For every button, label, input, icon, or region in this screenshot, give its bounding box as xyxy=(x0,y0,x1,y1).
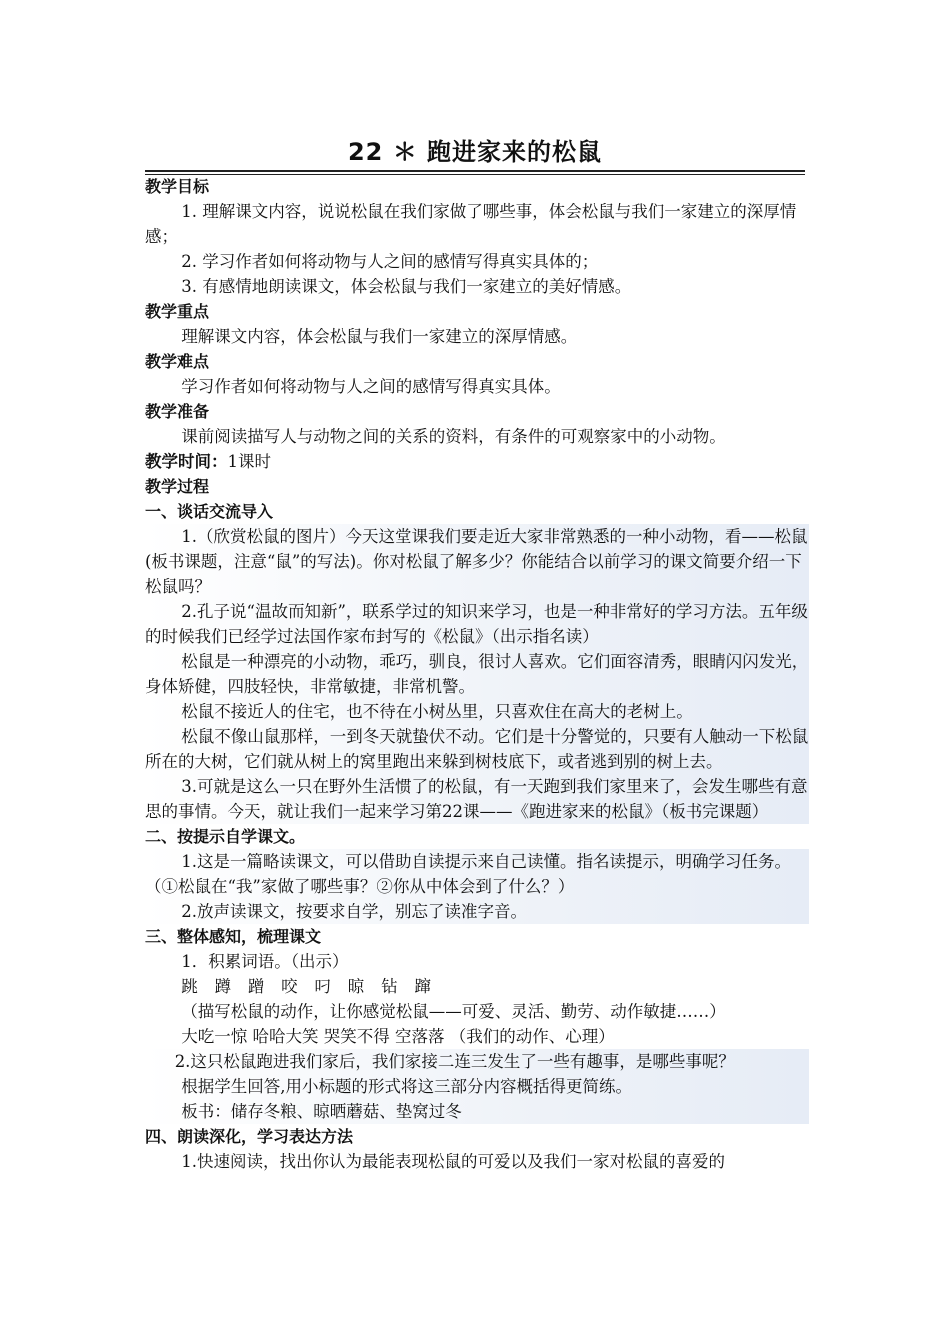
section-paragraph: 1.这是一篇略读课文，可以借助自读提示来自己读懂。指名读提示，明确学习任务。（①松鼠在“我”家做了哪些事？②你从中体会到了什么？） xyxy=(145,849,809,899)
section-heading: 二、按提示自学课文。 xyxy=(145,827,306,846)
vocabulary-verbs: 跳 蹲 蹭 咬 叼 晾 钻 蹿 xyxy=(181,977,437,996)
process-heading: 教学过程 xyxy=(145,477,210,496)
objectives-heading: 教学目标 xyxy=(145,177,210,196)
objective-item: 1. 理解课文内容，说说松鼠在我们家做了哪些事，体会松鼠与我们一家建立的深厚情感； xyxy=(145,202,797,246)
section-paragraph: 2.放声读课文，按要求自学，别忘了读准字音。 xyxy=(145,899,809,924)
section-line: 1.快速阅读，找出你认为最能表现松鼠的可爱以及我们一家对松鼠的喜爱的 xyxy=(181,1152,726,1171)
lesson-plan-body xyxy=(145,174,809,1174)
section-line: 根据学生回答,用小标题的形式将这三部分内容概括得更简练。 xyxy=(145,1074,809,1099)
difficulties-text: 学习作者如何将动物与人之间的感情写得真实具体。 xyxy=(181,377,561,396)
objective-item: 2. 学习作者如何将动物与人之间的感情写得真实具体的； xyxy=(181,252,599,271)
key-points-text: 理解课文内容，体会松鼠与我们一家建立的深厚情感。 xyxy=(181,327,578,346)
title-divider xyxy=(145,170,805,172)
section-heading: 四、朗读深化，学习表达方法 xyxy=(145,1127,354,1146)
section-paragraph: 松鼠不像山鼠那样，一到冬天就蛰伏不动。它们是十分警觉的，只要有人触动一下松鼠所在的大树，它们就从树上的窝里跑出来躲到树枝底下，或者逃到别的树上去。 xyxy=(145,724,809,774)
section-line: （描写松鼠的动作，让你感觉松鼠——可爱、灵活、勤劳、动作敏捷……） xyxy=(181,1002,726,1021)
key-points-heading: 教学重点 xyxy=(145,302,210,321)
section-heading: 三、整体感知，梳理课文 xyxy=(145,927,322,946)
section-paragraph: 3.可就是这么一只在野外生活惯了的松鼠，有一天跑到我们家里来了，会发生哪些有意思的事情。今天，就让我们一起来学习第22课——《跑进家来的松鼠》（板书完课题） xyxy=(145,774,809,824)
section-paragraph: 2.孔子说“温故而知新”，联系学过的知识来学习，也是一种非常好的学习方法。五年级的时候我们已经学过法国作家布封写的《松鼠》（出示指名读） xyxy=(145,599,809,649)
preparation-text: 课前阅读描写人与动物之间的关系的资料，有条件的可观察家中的小动物。 xyxy=(181,427,726,446)
section-heading: 一、谈话交流导入 xyxy=(145,502,274,521)
page-title: 22 ＊ 跑进家来的松鼠 xyxy=(347,138,603,166)
section-line: 2.这只松鼠跑进我们家后，我们家接二连三发生了一些有趣事，是哪些事呢？ xyxy=(145,1049,809,1074)
vocabulary-idioms: 大吃一惊 哈哈大笑 哭笑不得 空落落 （我们的动作、心理） xyxy=(181,1027,615,1046)
section-line: 1．积累词语。（出示） xyxy=(181,952,349,971)
objective-item: 3. 有感情地朗读课文，体会松鼠与我们一家建立的美好情感。 xyxy=(181,277,632,296)
board-notes: 板书：储存冬粮、晾晒蘑菇、垫窝过冬 xyxy=(145,1099,809,1124)
preparation-heading: 教学准备 xyxy=(145,402,210,421)
section-paragraph: 松鼠不接近人的住宅，也不待在小树丛里，只喜欢住在高大的老树上。 xyxy=(145,699,809,724)
duration-value: 1课时 xyxy=(227,452,271,471)
duration-label: 教学时间： xyxy=(145,452,228,471)
duration-line xyxy=(145,449,809,474)
section-paragraph: 松鼠是一种漂亮的小动物，乖巧，驯良，很讨人喜欢。它们面容清秀，眼睛闪闪发光，身体矫健，四肢轻快，非常敏捷，非常机警。 xyxy=(145,649,809,699)
difficulties-heading: 教学难点 xyxy=(145,352,210,371)
section-paragraph: 1.（欣赏松鼠的图片）今天这堂课我们要走近大家非常熟悉的一种小动物，看——松鼠(板书课题，注意“鼠”的写法)。你对松鼠了解多少？你能结合以前学习的课文简要介绍一下松鼠吗？ xyxy=(145,524,809,599)
